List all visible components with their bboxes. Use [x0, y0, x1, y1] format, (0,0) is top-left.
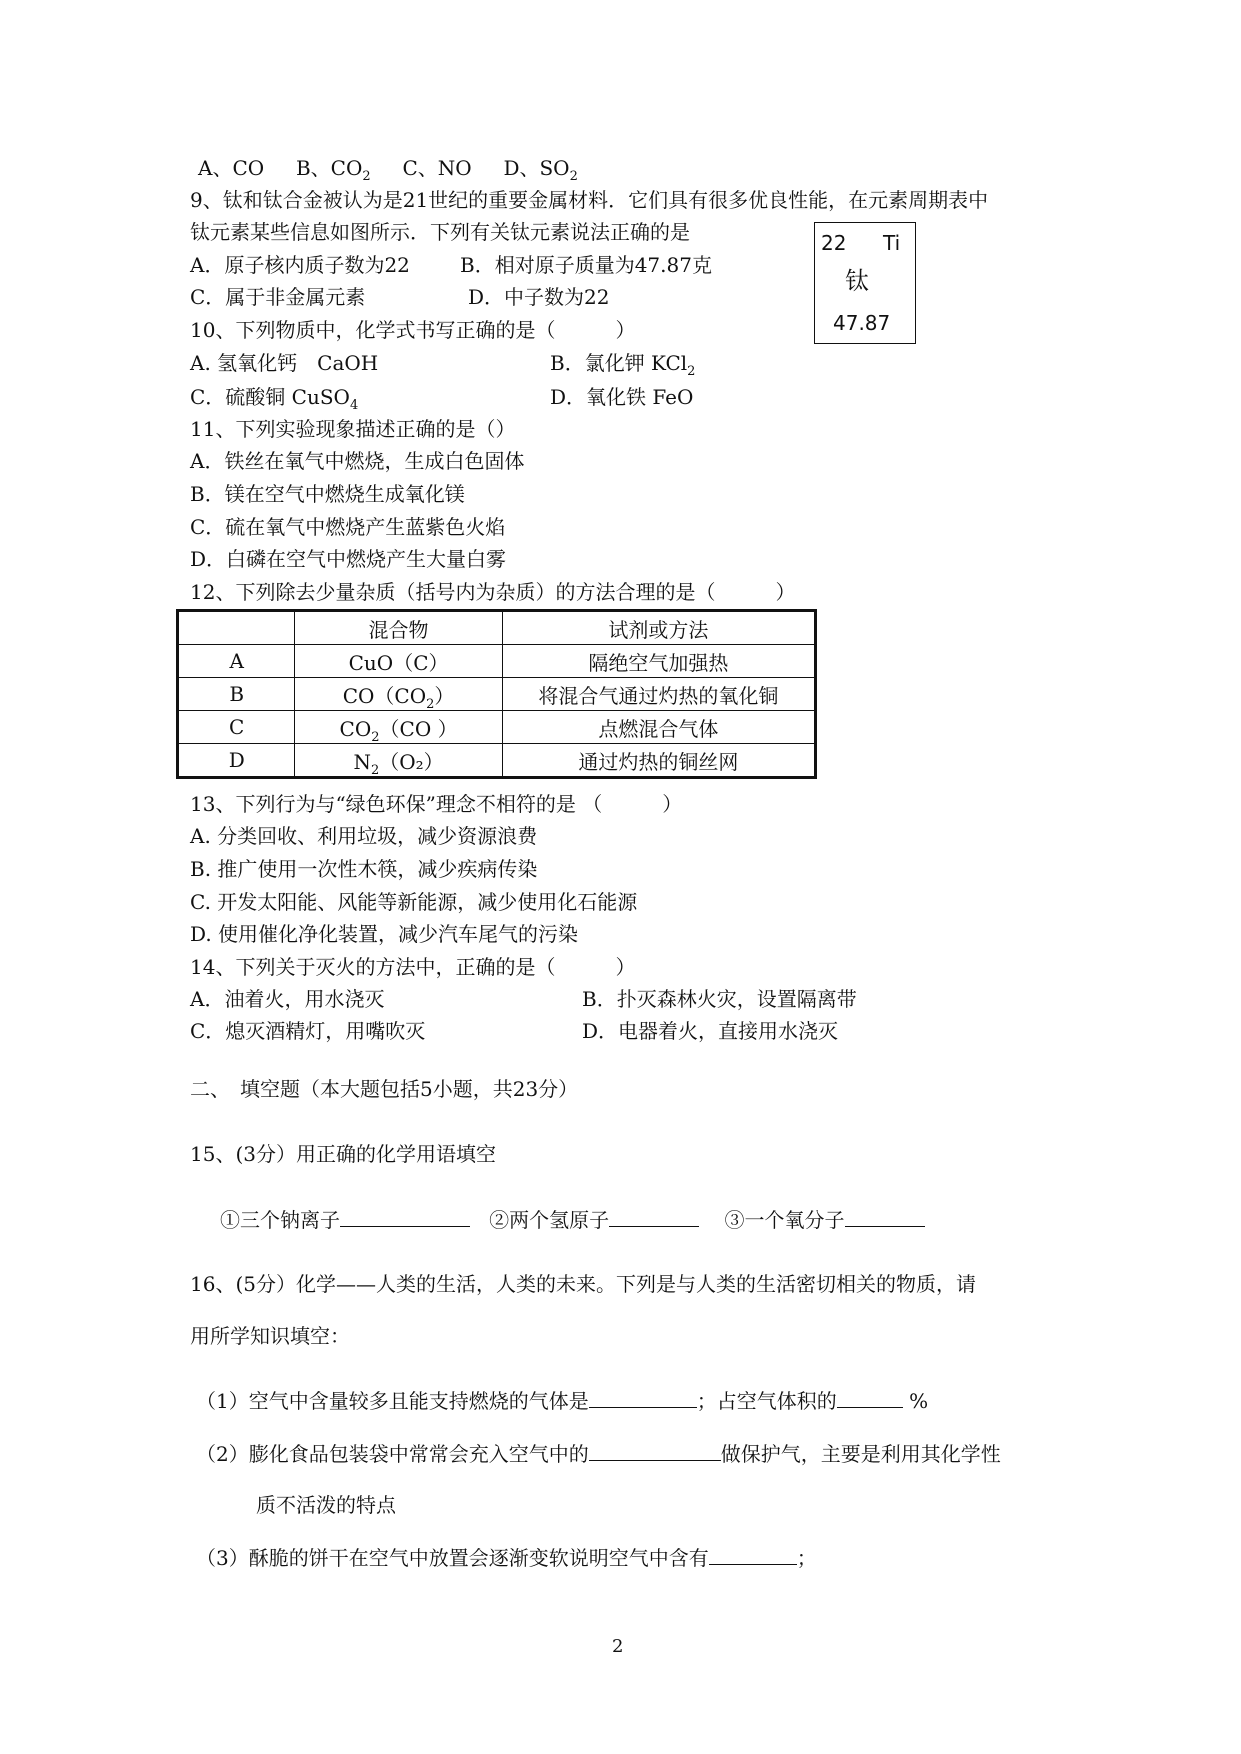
mixture-sub: 2	[371, 729, 380, 745]
q10-option-c	[190, 385, 359, 413]
q13-option-b: B. 推广使用一次性木筷，减少疾病传染	[190, 857, 538, 881]
q10-option-c-sub: 4	[349, 398, 359, 413]
table-header-cell: 试剂或方法	[502, 611, 815, 645]
q9-stem-line2: 钛元素某些信息如图所示．下列有关钛元素说法正确的是	[190, 220, 690, 244]
section-heading: 二、 填空题（本大题包括5小题，共23分）	[190, 1077, 579, 1101]
table-cell-option: D	[178, 744, 295, 778]
q14-option-b: B．扑灭森林火灾，设置隔离带	[582, 987, 857, 1011]
table-cell-option: C	[178, 711, 295, 744]
titanium-element-card	[814, 222, 916, 344]
q15-blanks	[220, 1206, 925, 1233]
q10-option-b	[550, 350, 695, 380]
q16-part-2	[196, 1440, 1001, 1467]
table-cell-mixture	[295, 711, 502, 744]
q10-stem: 10、下列物质中，化学式书写正确的是（ ）	[190, 318, 636, 342]
table-cell-method: 通过灼热的铜丝网	[502, 744, 815, 778]
q12-table	[176, 609, 817, 779]
table-cell-mixture	[295, 645, 502, 678]
q16-part-3-text: （3）酥脆的饼干在空气中放置会逐渐变软说明空气中含有	[196, 1546, 709, 1570]
q14-option-d: D．电器着火，直接用水浇灭	[582, 1019, 839, 1043]
mixture-text: N	[353, 749, 371, 774]
table-cell-mixture	[295, 744, 502, 778]
q13-option-c: C. 开发太阳能、风能等新能源，减少使用化石能源	[190, 890, 638, 914]
table-header-cell	[178, 611, 295, 645]
answer-blank[interactable]	[589, 1387, 697, 1408]
mixture-tail: （O₂）	[379, 749, 444, 774]
q8-option-b-sub: 2	[362, 169, 371, 184]
q16-part-1-unit: %	[902, 1389, 929, 1413]
q10-options-ab	[190, 350, 696, 379]
table-cell-method: 隔绝空气加强热	[502, 645, 815, 678]
q13-option-d: D. 使用催化净化装置，减少汽车尾气的污染	[190, 922, 579, 946]
table-row	[178, 678, 816, 711]
q16-part-2-text: （2）膨化食品包装袋中常常会充入空气中的	[196, 1442, 589, 1466]
element-atomic-number: 22	[821, 231, 847, 255]
q10-option-b-sub: 2	[687, 364, 696, 379]
q11-stem: 11、下列实验现象描述正确的是（）	[190, 417, 516, 441]
q10-options-cd	[190, 384, 694, 414]
q9-option-a: A．原子核内质子数为22	[190, 253, 410, 277]
element-name: 钛	[845, 267, 869, 295]
answer-blank[interactable]	[589, 1440, 721, 1461]
answer-blank[interactable]	[709, 1544, 797, 1565]
table-row	[178, 711, 816, 744]
q11-option-d: D．白磷在空气中燃烧产生大量白雾	[190, 547, 507, 571]
answer-blank[interactable]	[340, 1206, 470, 1227]
q14-option-a: A．油着火，用水浇灭	[190, 987, 385, 1011]
table-header-cell: 混合物	[295, 611, 502, 645]
q14-option-c: C．熄灭酒精灯，用嘴吹灭	[190, 1019, 426, 1043]
q11-option-a: A．铁丝在氧气中燃烧，生成白色固体	[190, 449, 525, 473]
q16-part-2-continued: 质不活泼的特点	[256, 1493, 396, 1517]
q8-option-c: C、NO	[402, 156, 472, 180]
element-symbol: Ti	[883, 231, 901, 255]
q9-option-d: D．中子数为22	[468, 285, 610, 309]
q9-options-ab	[190, 252, 712, 278]
q16-part-3-end: ；	[796, 1546, 817, 1570]
answer-blank[interactable]	[845, 1206, 925, 1227]
q15-item-1: ①三个钠离子	[220, 1208, 340, 1232]
q8-option-d: D、SO	[503, 156, 570, 180]
table-row	[178, 645, 816, 678]
q8-option-d-sub: 2	[569, 169, 578, 184]
mixture-tail: ）	[434, 683, 455, 708]
q9-options-cd	[190, 284, 610, 310]
q11-option-c: C．硫在氧气中燃烧产生蓝紫色火焰	[190, 515, 506, 539]
mixture-text: CO（CO	[342, 683, 427, 708]
q12-stem: 12、下列除去少量杂质（括号内为杂质）的方法合理的是（ ）	[190, 580, 796, 604]
mixture-tail: （CO ）	[379, 716, 458, 741]
q10-option-b-text: B．氯化钾 KCl	[550, 351, 688, 375]
q9-option-c: C．属于非金属元素	[190, 285, 366, 309]
q16-part-3	[196, 1544, 817, 1571]
q14-stem: 14、下列关于灭火的方法中，正确的是（ ）	[190, 955, 636, 979]
q11-option-b: B．镁在空气中燃烧生成氧化镁	[190, 482, 465, 506]
q16-part-1-text: （1）空气中含量较多且能支持燃烧的气体是	[196, 1389, 589, 1413]
table-cell-method: 将混合气通过灼热的氧化铜	[502, 678, 815, 711]
q14-options-ab	[190, 986, 857, 1012]
q16-stem-line1: 16、(5分）化学——人类的生活，人类的未来。下列是与人类的生活密切相关的物质，请	[190, 1272, 976, 1296]
q14-options-cd	[190, 1018, 839, 1044]
q16-part-2-text-2: 做保护气，主要是利用其化学性	[720, 1442, 1001, 1466]
q13-stem: 13、下列行为与“绿色环保”理念不相符的是 （ ）	[190, 792, 683, 816]
q15-item-2: ②两个氢原子	[489, 1208, 610, 1232]
table-cell-option: B	[178, 678, 295, 711]
table-cell-method: 点燃混合气体	[502, 711, 815, 744]
page-number: 2	[612, 1636, 624, 1657]
q13-option-a: A. 分类回收、利用垃圾，减少资源浪费	[190, 824, 538, 848]
q16-part-1-text-2: ；占空气体积的	[696, 1389, 837, 1413]
q10-option-d: D．氧化铁 FeO	[550, 385, 694, 409]
table-cell-mixture	[295, 678, 502, 711]
q9-option-b: B．相对原子质量为47.87克	[460, 253, 712, 277]
q16-part-1	[196, 1387, 928, 1414]
mixture-text: CO	[339, 716, 372, 741]
q8-option-a: A、CO	[198, 156, 265, 180]
answer-blank[interactable]	[609, 1206, 699, 1227]
mixture-sub: 2	[426, 696, 435, 712]
element-atomic-mass: 47.87	[833, 311, 891, 335]
q16-stem-line2: 用所学知识填空：	[190, 1324, 350, 1348]
q8-option-b: B、CO	[295, 156, 363, 180]
table-cell-option: A	[178, 645, 295, 678]
q10-option-a: A. 氢氧化钙 CaOH	[190, 351, 379, 375]
table-header-row	[178, 611, 816, 645]
mixture-sub: 2	[370, 762, 380, 778]
q10-option-c-text: C．硫酸铜 CuSO	[190, 385, 350, 409]
q8-options	[198, 155, 578, 185]
table-row	[178, 744, 816, 778]
q15-stem: 15、(3分）用正确的化学用语填空	[190, 1142, 496, 1166]
q15-item-3: ③一个氧分子	[724, 1208, 845, 1232]
mixture-text: CuO（C）	[348, 650, 449, 675]
q9-stem-line1: 9、钛和钛合金被认为是21世纪的重要金属材料．它们具有很多优良性能，在元素周期表中	[190, 188, 989, 212]
answer-blank[interactable]	[837, 1387, 903, 1408]
